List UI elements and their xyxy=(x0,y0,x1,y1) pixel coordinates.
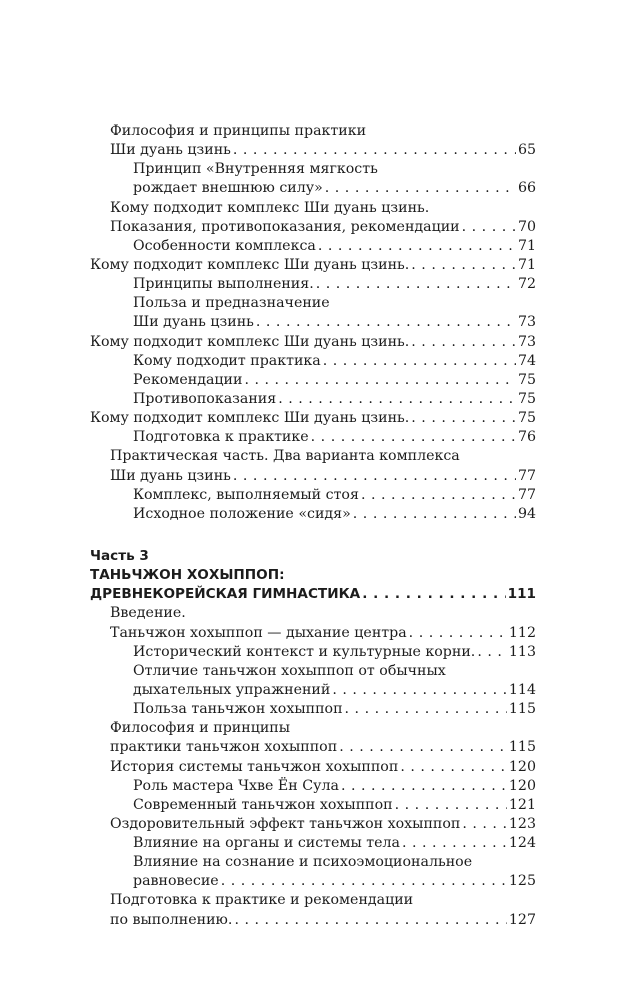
toc-entry xyxy=(90,409,536,428)
toc-entry-title: Подготовка к практике и рекомендации xyxy=(110,892,414,909)
toc-entry xyxy=(90,911,536,930)
toc-leader-dots xyxy=(221,872,507,891)
toc-page-number: 114 xyxy=(508,681,536,698)
toc-leader-dots xyxy=(395,796,507,815)
toc-leader-dots xyxy=(256,313,516,332)
toc-leader-dots xyxy=(400,758,507,777)
toc-entry xyxy=(90,643,536,662)
toc-entry-title: Противопоказания xyxy=(133,390,277,407)
toc-entry-title: равновесие xyxy=(133,873,219,890)
toc-entry xyxy=(90,390,536,409)
toc-entry xyxy=(90,256,536,275)
toc-entry xyxy=(90,700,536,719)
toc-page-number: 76 xyxy=(517,429,536,446)
toc-entry xyxy=(90,505,536,524)
toc-leader-dots xyxy=(278,390,516,409)
toc-page-number: 77 xyxy=(517,467,536,484)
toc-page-number: 73 xyxy=(517,314,536,331)
table-of-contents xyxy=(90,122,536,930)
toc-entry xyxy=(90,199,536,218)
toc-entry xyxy=(90,891,536,910)
toc-page-number: 75 xyxy=(517,410,536,427)
toc-leader-dots xyxy=(411,333,516,352)
toc-leader-dots xyxy=(411,409,516,428)
toc-entry xyxy=(90,122,536,141)
toc-entry xyxy=(90,218,536,237)
toc-entry xyxy=(90,141,536,160)
toc-leader-dots xyxy=(244,371,515,390)
toc-leader-dots xyxy=(233,467,516,486)
toc-entry-title: Принципы выполнения. xyxy=(133,276,314,293)
toc-section-heading xyxy=(90,585,536,604)
toc-entry-title: Польза таньчжон хохыппоп xyxy=(133,701,343,718)
toc-leader-dots xyxy=(409,624,507,643)
toc-entry xyxy=(90,853,536,872)
toc-entry xyxy=(90,486,536,505)
toc-page-number: 127 xyxy=(508,911,536,928)
toc-leader-dots xyxy=(332,681,507,700)
toc-leader-dots xyxy=(462,815,507,834)
toc-entry xyxy=(90,179,536,198)
toc-page-number: 70 xyxy=(517,218,536,235)
toc-entry-title: дыхательных упражнений xyxy=(133,681,331,698)
toc-leader-dots xyxy=(323,352,516,371)
toc-leader-dots xyxy=(353,505,516,524)
toc-entry-title: рождает внешнюю силу» xyxy=(133,180,323,197)
toc-leader-dots xyxy=(316,275,516,294)
toc-entry-title: Влияние на органы и системы тела xyxy=(133,835,400,852)
toc-entry-title: Ши дуань цзинь xyxy=(110,142,231,159)
toc-entry-title: Таньчжон хохыппоп — дыхание центра xyxy=(110,624,407,641)
toc-entry-title: Оздоровительный эффект таньчжон хохыппоп xyxy=(110,815,461,832)
toc-entry xyxy=(90,313,536,332)
toc-page-number: 77 xyxy=(517,486,536,503)
toc-leader-dots xyxy=(339,738,507,757)
toc-page-number: 71 xyxy=(517,256,536,273)
toc-entry xyxy=(90,872,536,891)
toc-entry xyxy=(90,275,536,294)
toc-leader-dots xyxy=(477,643,507,662)
toc-page-number: 115 xyxy=(508,739,536,756)
toc-leader-dots xyxy=(361,486,516,505)
toc-entry xyxy=(90,467,536,486)
toc-leader-dots xyxy=(411,256,516,275)
toc-leader-dots xyxy=(311,428,516,447)
toc-leader-dots xyxy=(402,834,507,853)
toc-entry-title: Кому подходит комплекс Ши дуань цзинь. xyxy=(90,256,410,273)
toc-page-number: 111 xyxy=(507,586,536,603)
toc-leader-dots xyxy=(233,141,516,160)
toc-entry xyxy=(90,333,536,352)
toc-page-number: 66 xyxy=(517,180,536,197)
toc-entry-title: Философия и принципы практики xyxy=(110,123,367,139)
toc-page-number: 120 xyxy=(508,777,536,794)
toc-section-heading xyxy=(90,566,536,585)
toc-entry-title: Показания, противопоказания, рекомендации xyxy=(110,218,460,235)
toc-entry-title: Кому подходит комплекс Ши дуань цзинь. xyxy=(90,333,410,350)
toc-entry-title: Рекомендации xyxy=(133,371,243,388)
toc-entry xyxy=(90,681,536,700)
toc-entry-title: Подготовка к практике xyxy=(133,429,309,446)
toc-page-number: 94 xyxy=(517,505,536,522)
toc-entry xyxy=(90,447,536,466)
toc-page-number: 124 xyxy=(508,835,536,852)
toc-entry-title: Ши дуань цзинь xyxy=(110,467,231,484)
toc-page-number: 75 xyxy=(517,390,536,407)
toc-page-number: 121 xyxy=(508,796,536,813)
toc-leader-dots xyxy=(462,218,516,237)
toc-page-number: 72 xyxy=(517,276,536,293)
toc-entry xyxy=(90,352,536,371)
toc-entry-title: Кому подходит практика xyxy=(133,352,321,369)
toc-page-number: 71 xyxy=(517,237,536,254)
toc-entry xyxy=(90,758,536,777)
toc-entry-title: Практическая часть. Два варианта комплекса xyxy=(110,448,460,465)
toc-page-number: 112 xyxy=(508,624,536,641)
toc-leader-dots xyxy=(318,237,516,256)
toc-page-number: 74 xyxy=(517,352,536,369)
toc-leader-dots xyxy=(362,585,505,604)
toc-entry xyxy=(90,624,536,643)
toc-entry-title: Современный таньчжон хохыппоп xyxy=(133,796,393,813)
toc-section-heading xyxy=(90,547,536,566)
toc-entry xyxy=(90,371,536,390)
toc-page-number: 120 xyxy=(508,758,536,775)
toc-leader-dots xyxy=(234,911,506,930)
toc-entry-title: Влияние на сознание и психоэмоциональное xyxy=(133,854,473,871)
toc-entry xyxy=(90,237,536,256)
toc-entry xyxy=(90,719,536,738)
toc-entry-title: История системы таньчжон хохыппоп xyxy=(110,758,399,775)
toc-entry xyxy=(90,777,536,796)
toc-leader-dots xyxy=(341,777,507,796)
toc-entry-title: ДРЕВНЕКОРЕЙСКАЯ ГИМНАСТИКА xyxy=(90,586,361,603)
toc-entry xyxy=(90,834,536,853)
toc-page-number: 65 xyxy=(517,142,536,159)
toc-entry xyxy=(90,160,536,179)
toc-entry xyxy=(90,815,536,834)
toc-entry xyxy=(90,428,536,447)
toc-entry-title: Кому подходит комплекс Ши дуань цзинь. xyxy=(90,410,410,427)
toc-leader-dots xyxy=(345,700,507,719)
toc-entry-title: Принцип «Внутренняя мягкость xyxy=(133,161,378,178)
toc-entry xyxy=(90,738,536,757)
toc-entry-title: Исходное положение «сидя» xyxy=(133,505,351,522)
toc-entry-title: Кому подходит комплекс Ши дуань цзинь. xyxy=(110,199,430,216)
toc-entry-title: Отличие таньчжон хохыппоп от обычных xyxy=(133,662,446,679)
toc-entry-title: Особенности комплекса xyxy=(133,237,316,254)
toc-page-number: 115 xyxy=(508,701,536,718)
toc-leader-dots xyxy=(325,179,516,198)
toc-page-number: 125 xyxy=(508,873,536,890)
toc-entry-title: Комплекс, выполняемый стоя xyxy=(133,486,359,503)
toc-page-number: 123 xyxy=(508,815,536,832)
toc-page-number: 75 xyxy=(517,371,536,388)
toc-entry-title: Философия и принципы xyxy=(110,720,291,737)
toc-page-number: 113 xyxy=(508,643,536,660)
toc-entry-title: Введение. xyxy=(110,605,186,622)
toc-entry xyxy=(90,294,536,313)
toc-page-number: 73 xyxy=(517,333,536,350)
section-gap xyxy=(90,524,536,547)
toc-entry-title: Польза и предназначение xyxy=(133,295,330,312)
toc-entry xyxy=(90,796,536,815)
toc-entry xyxy=(90,604,536,623)
toc-entry-title: по выполнению. xyxy=(110,911,233,928)
toc-entry xyxy=(90,662,536,681)
toc-entry-title: Ши дуань цзинь xyxy=(133,314,254,331)
toc-entry-title: Исторический контекст и культурные корни. xyxy=(133,643,476,660)
toc-entry-title: ТАНЬЧЖОН ХОХЫППОП: xyxy=(90,567,285,584)
toc-entry-title: Часть 3 xyxy=(90,547,149,564)
toc-entry-title: практики таньчжон хохыппоп xyxy=(110,739,338,756)
toc-entry-title: Роль мастера Чхве Ён Сула xyxy=(133,777,339,794)
